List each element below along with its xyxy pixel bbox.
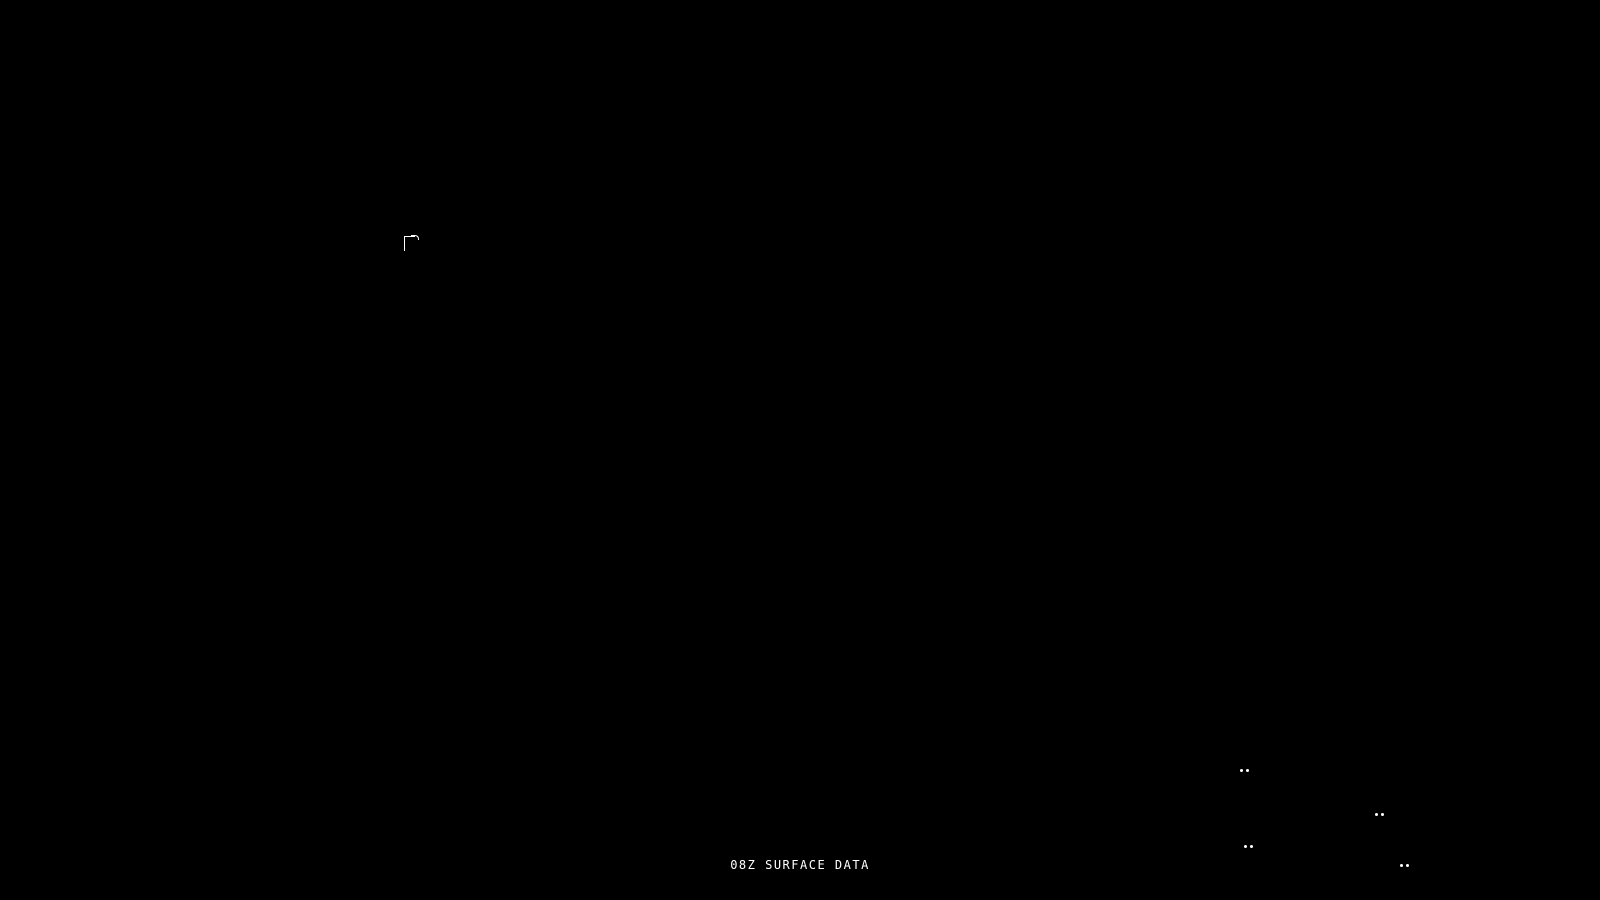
plot-dot [1244,845,1247,848]
plot-dot [1381,813,1384,816]
plot-dot [1250,845,1253,848]
station-plot-dot-pair [1400,864,1409,867]
station-plot-dot-pair [1244,845,1253,848]
station-plot-dot-pair [1375,813,1384,816]
plot-dot [1246,769,1249,772]
plot-dot [1406,864,1409,867]
station-plot-dot-pair [1240,769,1249,772]
plot-dot [1400,864,1403,867]
wind-barb-shaft [404,236,405,251]
plot-dot [1375,813,1378,816]
plot-dot [1240,769,1243,772]
wind-barb-curl [411,235,419,240]
chart-title: 08Z SURFACE DATA [730,858,870,872]
